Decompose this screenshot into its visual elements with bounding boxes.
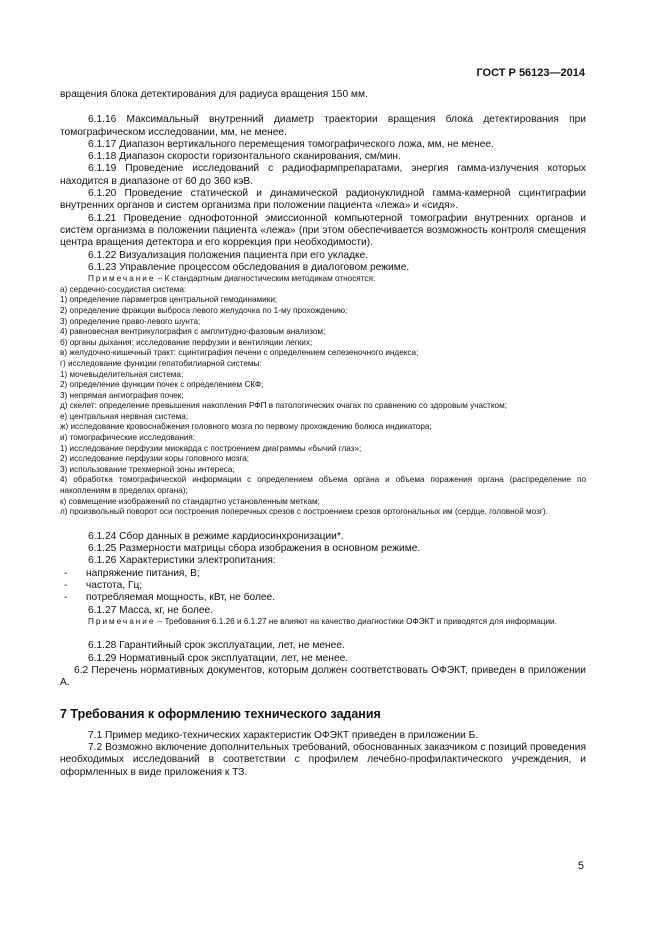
note-line: к) совмещение изображений по стандартно установленным меткам; (60, 496, 320, 506)
note-heading (60, 274, 586, 285)
note-text: – Требования 6.1.26 и 6.1.27 не влияют на качество диагностики ОФЭКТ и приводятся для информации. (155, 616, 557, 626)
item-6-1-21: 6.1.21 Проведение однофотонной эмиссионной компьютерной томографии внутренних органов и систем организма в положении пациента «лежа» (при этом обеспечивается возможность контроля смещения центра вращения детектора и его коррекция при необходимости). (60, 212, 586, 249)
item-6-2: 6.2 Перечень нормативных документов, которым должен соответствовать ОФЭКТ, приведен в приложении А. (60, 665, 586, 689)
items-block-b (60, 531, 586, 628)
item-6-1-25: 6.1.25 Размерности матрицы сбора изображения в основном режиме. (88, 543, 421, 555)
item-6-1-28: 6.1.28 Гарантийный срок эксплуатации, лет, не менее. (88, 640, 345, 652)
item-6-1-27: 6.1.27 Масса, кг, не более. (88, 604, 214, 616)
item-6-1-23: 6.1.23 Управление процессом обследования в диалоговом режиме. (88, 261, 410, 273)
page-content (60, 89, 586, 779)
note-line: 2) определение функции почек с определением СКФ; (60, 380, 264, 390)
note-line: б) органы дыхания: исследование перфузии и вентиляции легких; (60, 337, 313, 347)
note-line: 2) исследование перфузии коры головного мозга; (60, 454, 250, 464)
note-standard-methods (60, 274, 586, 518)
item-6-1-26: 6.1.26 Характеристики электропитания: (88, 555, 276, 567)
section-7-title: 7 Требования к оформлению технического задания (60, 706, 381, 721)
note-line: и) томографические исследования: (60, 433, 196, 443)
note-line: 2) определение фракции выброса левого желудочка по 1-му прохождению; (60, 305, 348, 315)
note-power (60, 617, 586, 628)
note-line: 1) мочевыделительная системa; (60, 369, 184, 379)
note-line: 1) определение параметров центральной гемодинамики; (60, 295, 278, 305)
document-header: ГОСТ Р 56123—2014 (476, 67, 585, 79)
page-number: 5 (577, 860, 584, 872)
note-line: 3) непрямая ангиография почек; (60, 390, 184, 400)
item-6-1-20: 6.1.20 Проведение статической и динамической радионуклидной гамма-камерной сцинтиграфии внутренних органов и систем организма при положении пациента «лежа» и «сидя». (60, 188, 586, 212)
item-6-1-18: 6.1.18 Диапазон скорости горизонтального сканирования, см/мин. (88, 151, 401, 163)
item-7-2: 7.2 Возможно включение дополнительных требований, обоснованных заказчиком с позиций проведения необходимых исследований в соответствии с профилем лечебно-профилактического учреждения, и оформленных в виде приложения к ТЗ. (60, 741, 586, 778)
note-line: а) сердечно-сосудистая система: (60, 284, 187, 294)
item-6-1-24: 6.1.24 Сбор данных в режиме кардиосинхронизации*. (88, 530, 344, 542)
item-6-1-22: 6.1.22 Визуализация положения пациента при его укладке. (88, 249, 369, 261)
item-6-1-17: 6.1.17 Диапазон вертикального перемещения томографического ложа, мм, не менее. (88, 138, 494, 150)
note-line: л) произвольный поворот оси построения поперечных срезов с построением срезов ортогональных им (сердце, головной мозг). (60, 507, 548, 517)
note-line: 3) определение право-левого шунта; (60, 316, 201, 326)
note-line: г) исследование функции гепатобилиарной системы: (60, 358, 262, 368)
item-6-1-29: 6.1.29 Нормативный срок эксплуатации, лет, не менее. (88, 652, 349, 664)
note-line: ж) исследование кровоснабжения головного мозга по первому прохождению болюса индикатора; (60, 422, 432, 432)
continuation-line: вращения блока детектирования для радиуса вращения 150 мм. (60, 89, 368, 100)
note-line: 4) равновесная вентрикулография с амплитудно-фазовым анализом; (60, 327, 326, 337)
power-list-item: - потребляемая мощность, кВт, не более. (60, 592, 586, 604)
power-list-item: - частота, Гц; (60, 580, 586, 592)
note-line: 3) использование трехмерной зоны интереса; (60, 464, 235, 474)
note-line: д) скелет: определение превышения накопления РФП в патологических очагах по сравнению со здоровым участком; (60, 401, 507, 411)
item-6-1-16: 6.1.16 Максимальный внутренний диаметр траектории вращения блока детектирования при томографическом исследовании, мм, не менее. (60, 114, 586, 138)
note-line: 1) исследование перфузии миокарда с построением диаграммы «бычий глаз»; (60, 443, 362, 453)
item-6-1-19: 6.1.19 Проведение исследований с радиофармпрепаратами, энергия гамма-излучения которых находится в диапазоне от 60 до 360 кэВ. (60, 163, 586, 187)
note-line: в) желудочно-кишечный тракт: сцинтиграфия печени с определением селезеночного индекса; (60, 348, 419, 358)
note-label: Примечание (88, 274, 156, 284)
note-label: Примечание (88, 616, 156, 626)
items-block-a (60, 114, 586, 274)
power-list-item: - напряжение питания, В; (60, 568, 586, 580)
note-line: е) центральная нервная система; (60, 411, 189, 421)
note-line: 4) обработка томографической информации с определением объема органа и объема поражения органа (распределение по накоплениям в пределах органа); (60, 475, 586, 496)
item-7-1: 7.1 Пример медико-технических характеристик ОФЭКТ приведен в приложении Б. (88, 729, 479, 741)
note-text: – К стандартным диагностическим методикам относятся: (155, 274, 376, 284)
items-block-c (60, 640, 586, 689)
